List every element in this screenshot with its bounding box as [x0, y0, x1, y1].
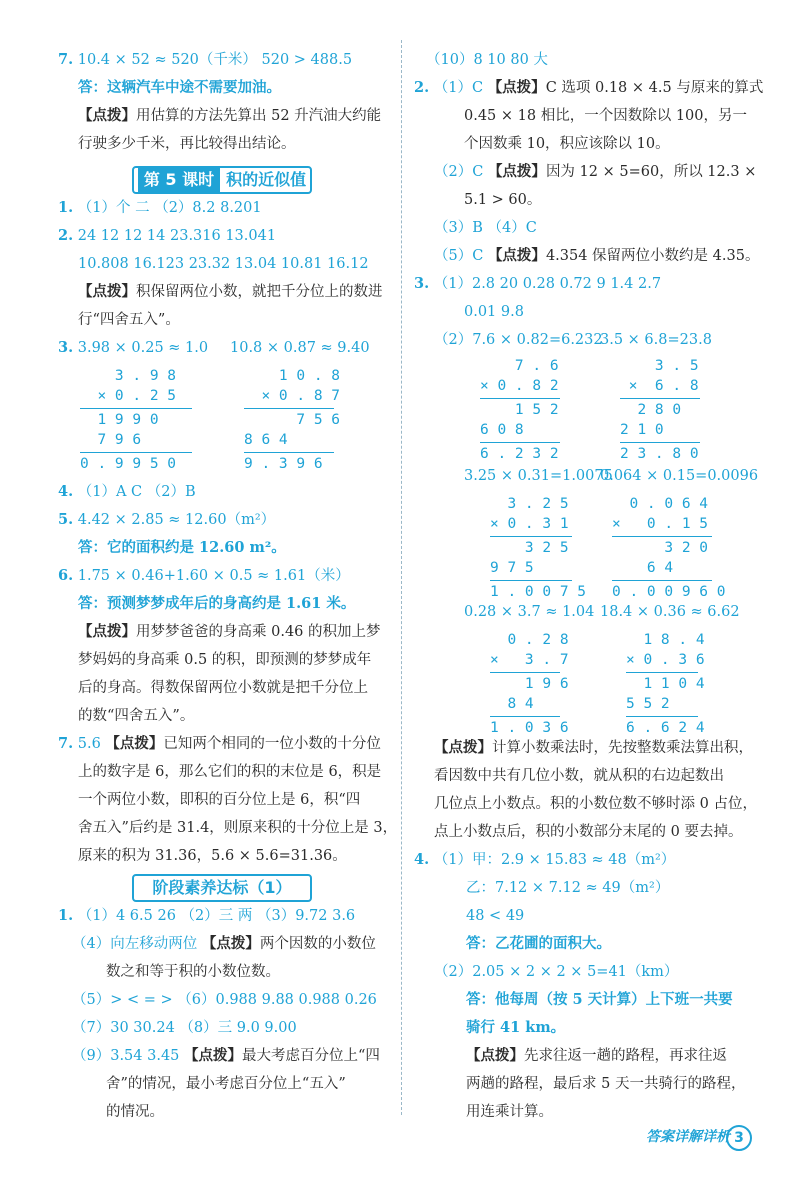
s1-answer-7: （7）30 30.24 （8）三 9.0 9.00	[72, 1020, 297, 1036]
vertical-calc-b	[244, 366, 354, 476]
hint-text: 一个两位小数，即积的百分位上是 6，积“四	[78, 792, 361, 808]
q5-line	[58, 510, 275, 530]
hint-tag: 【点拨】	[78, 623, 136, 640]
calc-row: 3 . 2 5	[490, 496, 569, 512]
question-number: 3.	[414, 275, 430, 292]
calc-rule	[244, 408, 334, 409]
hint-text: 舍”的情况，最小考虑百分位上“五入”	[106, 1076, 346, 1092]
r2-line5	[434, 246, 759, 266]
calc-rule	[480, 442, 560, 443]
r2-line2	[434, 162, 756, 182]
calc-rule	[620, 442, 700, 443]
calc-row: 3 2 5	[490, 540, 569, 556]
r3-expression-b: 3.5 × 6.8=23.8	[600, 332, 712, 348]
calc-row: × 0 . 3 6	[626, 652, 705, 668]
vertical-calc-h	[626, 630, 736, 740]
q6-expression: 1.75 × 0.46+1.60 × 0.5 ≈ 1.61（米）	[77, 568, 350, 584]
q7a-answer: 答：这辆汽车中途不需要加油。	[78, 79, 281, 96]
hint-text: 的情况。	[106, 1104, 164, 1120]
calc-row: 8 4	[490, 696, 534, 712]
calc-row: 7 . 6	[480, 358, 559, 374]
question-number: 2.	[58, 227, 74, 244]
hint-text: 先求往返一趟的路程，再求往返	[524, 1048, 727, 1064]
vertical-calc-d	[620, 356, 730, 466]
q6-hint	[78, 622, 381, 642]
r3-answer-1b: 0.01 9.8	[464, 304, 524, 320]
hint-text: 看因数中共有几位小数，就从积的右边起数出	[434, 768, 724, 784]
q6-line	[58, 566, 350, 586]
hint-text: C 选项 0.18 × 4.5 与原来的算式	[545, 80, 764, 96]
r4-answer-2: 答：他每周（按 5 天计算）上下班一共要	[466, 991, 733, 1008]
hint-tag: 【点拨】	[434, 739, 492, 756]
r4-comparison: 48 < 49	[466, 908, 525, 924]
r3-expression-c: 3.25 × 0.31=1.0075	[464, 468, 613, 484]
calc-row: 2 1 0	[620, 422, 664, 438]
r4-answer-1: 答：乙花圃的面积大。	[466, 935, 611, 952]
calc-row: 2 8 0	[620, 402, 682, 418]
r4-expression-2: 乙：7.12 × 7.12 ≈ 49（m²）	[466, 880, 670, 896]
calc-row: × 0 . 8 7	[244, 388, 341, 404]
calc-rule	[80, 408, 192, 409]
hint-text: 最大考虑百分位上“四	[242, 1048, 380, 1064]
calc-row: 6 . 6 2 4	[626, 720, 705, 736]
r4-expression-1: （1）甲：2.9 × 15.83 ≈ 48（m²）	[433, 852, 676, 868]
question-number: 1.	[58, 199, 74, 216]
question-number: 5.	[58, 511, 74, 528]
calc-rule	[612, 580, 712, 581]
r4-line1	[414, 850, 675, 870]
hint-text: 点上小数点后，积的小数部分末尾的 0 要去掉。	[434, 824, 743, 840]
calc-row: 6 4	[612, 560, 674, 576]
page-number: 3	[726, 1125, 752, 1151]
r2-answer-3: （3）B （4）C	[434, 220, 537, 236]
calc-row: 1 8 . 4	[626, 632, 705, 648]
hint-text: 两趟的路程，最后求 5 天一共骑行的路程，	[466, 1076, 746, 1092]
q7-answer: 5.6	[77, 736, 101, 752]
vertical-calc-c	[480, 356, 590, 466]
r2-answer-2: （2）C	[434, 164, 484, 180]
q7a-line	[58, 50, 352, 70]
hint-text: 原来的积为 31.36，5.6 × 5.6=31.36。	[78, 848, 347, 864]
hint-text: 用估算的方法先算出 52 升汽油大约能	[136, 108, 382, 124]
s1-line	[58, 906, 355, 926]
vertical-calc-a	[80, 366, 200, 476]
section-tab: 第 5 课时	[138, 168, 220, 192]
q3-line	[58, 338, 208, 358]
calc-row: 0 . 2 8	[490, 632, 569, 648]
s1-answer-9: （9）3.54 3.45	[72, 1048, 180, 1064]
calc-row: 1 9 6	[490, 676, 569, 692]
footer-label: 答案详解详析	[646, 1129, 730, 1145]
calc-rule	[80, 452, 192, 453]
calc-row: 2 3 . 8 0	[620, 446, 699, 462]
hint-tag: 【点拨】	[184, 1047, 243, 1064]
s1-answer: （1）4 6.5 26 （2）三 两 （3）9.72 3.6	[77, 908, 356, 924]
calc-rule	[244, 452, 334, 453]
question-number: 1.	[58, 907, 74, 924]
s1-answer-5: （5）> < = > （6）0.988 9.88 0.988 0.26	[72, 992, 377, 1008]
calc-row: 1 . 0 0 7 5	[490, 584, 587, 600]
hint-text: 计算小数乘法时，先按整数乘法算出积，	[492, 740, 753, 756]
question-number: 6.	[58, 567, 74, 584]
calc-row: 5 5 2	[626, 696, 670, 712]
q2-line	[58, 226, 276, 246]
calc-rule	[626, 672, 698, 673]
calc-row: × 0 . 1 5	[612, 516, 709, 532]
s1-l9	[72, 1046, 380, 1066]
calc-row: 1 9 9 0	[80, 412, 159, 428]
column-divider	[401, 40, 402, 1115]
calc-row: 0 . 9 9 5 0	[80, 456, 177, 472]
calc-row: 9 . 3 9 6	[244, 456, 323, 472]
hint-tag: 【点拨】	[466, 1047, 524, 1064]
calc-row: 0 . 0 6 4	[612, 496, 709, 512]
calc-row: × 6 . 8	[620, 378, 699, 394]
hint-text: 梦妈妈的身高乘 0.5 的积，即预测的梦梦成年	[78, 652, 372, 668]
calc-row: 0 . 0 0 9 6 0	[612, 584, 726, 600]
r2-answer-1: （1）C	[433, 80, 484, 96]
calc-rule	[490, 672, 560, 673]
q3-expression-b: 10.8 × 0.87 ≈ 9.40	[230, 340, 370, 356]
r3-hint	[434, 738, 753, 758]
s1-l4	[72, 934, 376, 954]
q1-answer: （1）个 二 （2）8.2 8.201	[77, 200, 262, 216]
r2-answer-5: （5）C	[434, 248, 484, 264]
r4-hint	[466, 1046, 727, 1066]
question-number: 4.	[58, 483, 74, 500]
section-header-stage1	[132, 874, 312, 902]
calc-row: 6 . 2 3 2	[480, 446, 559, 462]
hint-text: 行驶多少千米，再比较得出结论。	[78, 136, 296, 152]
hint-text: 0.45 × 18 相比，一个因数除以 100，另一	[464, 108, 747, 124]
calc-row: × 0 . 8 2	[480, 378, 559, 394]
hint-text: 上的数字是 6，那么它们的积的末位是 6，积是	[78, 764, 382, 780]
calc-row: 7 5 6	[244, 412, 341, 428]
calc-row: × 0 . 2 5	[80, 388, 177, 404]
calc-row: × 0 . 3 1	[490, 516, 569, 532]
r3-expression-f: 18.4 × 0.36 ≈ 6.62	[600, 604, 740, 620]
q7-line	[58, 734, 381, 754]
hint-text: 的数“四舍五入”。	[78, 708, 195, 724]
r2-line1	[414, 78, 763, 98]
calc-row: × 3 . 7	[490, 652, 569, 668]
hint-tag: 【点拨】	[201, 935, 260, 952]
r4-answer-2b: 骑行 41 km。	[466, 1019, 566, 1036]
vertical-calc-g	[490, 630, 600, 740]
hint-text: 4.354 保留两位小数约是 4.35。	[545, 248, 760, 264]
question-number: 2.	[414, 79, 430, 96]
hint-text: 两个因数的小数位	[259, 936, 376, 952]
calc-row: 1 0 . 8	[244, 368, 341, 384]
calc-row: 6 0 8	[480, 422, 524, 438]
hint-text: 舍五入”后约是 31.4，则原来积的十分位上是 3，	[78, 820, 398, 836]
q5-expression: 4.42 × 2.85 ≈ 12.60（m²）	[77, 512, 276, 528]
vertical-calc-f	[612, 494, 726, 604]
hint-text: 因为 12 × 5=60，所以 12.3 ×	[545, 164, 757, 180]
question-number: 4.	[414, 851, 430, 868]
r3-expression-d: 0.064 × 0.15=0.0096	[600, 468, 759, 484]
q4-line	[58, 482, 196, 502]
q7a-expression: 10.4 × 52 ≈ 520（千米） 520 > 488.5	[77, 52, 353, 68]
calc-rule	[480, 398, 560, 399]
vertical-calc-e	[490, 494, 600, 604]
q3-expression-a: 3.98 × 0.25 ≈ 1.0	[77, 340, 209, 356]
r3-expression-a: （2）7.6 × 0.82=6.232	[434, 332, 603, 348]
calc-row: 1 5 2	[480, 402, 559, 418]
hint-text: 5.1 > 60。	[464, 192, 542, 208]
hint-text: 用梦梦爸爸的身高乘 0.46 的积加上梦	[136, 624, 381, 640]
hint-tag: 【点拨】	[487, 79, 546, 96]
q1-line	[58, 198, 262, 218]
q2-answer: 24 12 12 14 23.316 13.041	[77, 228, 277, 244]
hint-tag: 【点拨】	[105, 735, 164, 752]
calc-rule	[490, 580, 572, 581]
calc-row: 9 7 5	[490, 560, 534, 576]
section-header-lesson5	[132, 166, 312, 194]
hint-text: 数之和等于积的小数位数。	[106, 964, 280, 980]
calc-row: 3 . 9 8	[80, 368, 177, 384]
q2-hint	[78, 282, 383, 302]
q4-answer: （1）A C （2）B	[77, 484, 196, 500]
hint-text: 后的身高。得数保留两位小数就是把千分位上	[78, 680, 368, 696]
q7a-hint	[78, 106, 381, 126]
hint-tag: 【点拨】	[487, 247, 546, 264]
r3-line1	[414, 274, 661, 294]
question-number: 7.	[58, 735, 74, 752]
r3-expression-e: 0.28 × 3.7 ≈ 1.04	[464, 604, 595, 620]
question-number: 7.	[58, 51, 74, 68]
hint-text: 几位点上小数点。积的小数位数不够时添 0 占位，	[434, 796, 757, 812]
q5-answer: 答：它的面积约是 12.60 m²。	[78, 539, 286, 556]
r3-answer-1: （1）2.8 20 0.28 0.72 9 1.4 2.7	[433, 276, 662, 292]
hint-tag: 【点拨】	[487, 163, 546, 180]
calc-rule	[612, 536, 712, 537]
r10-answer: （10）8 10 80 大	[426, 52, 548, 68]
hint-text: 个因数乘 10，积应该除以 10。	[464, 136, 670, 152]
calc-row: 3 2 0	[612, 540, 709, 556]
section-title: 阶段素养达标（1）	[152, 878, 292, 897]
hint-text: 用连乘计算。	[466, 1104, 553, 1120]
calc-row: 7 9 6	[80, 432, 142, 448]
hint-text: 已知两个相同的一位小数的十分位	[163, 736, 381, 752]
calc-row: 1 . 0 3 6	[490, 720, 569, 736]
section-title: 积的近似值	[226, 170, 307, 189]
r4-expression-3: （2）2.05 × 2 × 2 × 5=41（km）	[434, 964, 679, 980]
q6-answer: 答：预测梦梦成年后的身高约是 1.61 米。	[78, 595, 356, 612]
calc-rule	[490, 716, 560, 717]
calc-row: 8 6 4	[244, 432, 288, 448]
calc-rule	[626, 716, 698, 717]
hint-text: 行“四舍五入”。	[78, 312, 180, 328]
q2-answer-2: 10.808 16.123 23.32 13.04 10.81 16.12	[78, 256, 369, 272]
question-number: 3.	[58, 339, 74, 356]
hint-tag: 【点拨】	[78, 283, 136, 300]
hint-text: 积保留两位小数，就把千分位上的数进	[136, 284, 383, 300]
s1-answer-4: （4）向左移动两位	[72, 936, 198, 952]
calc-row: 3 . 5	[620, 358, 699, 374]
calc-rule	[490, 536, 572, 537]
hint-tag: 【点拨】	[78, 107, 136, 124]
calc-rule	[620, 398, 700, 399]
calc-row: 1 1 0 4	[626, 676, 705, 692]
